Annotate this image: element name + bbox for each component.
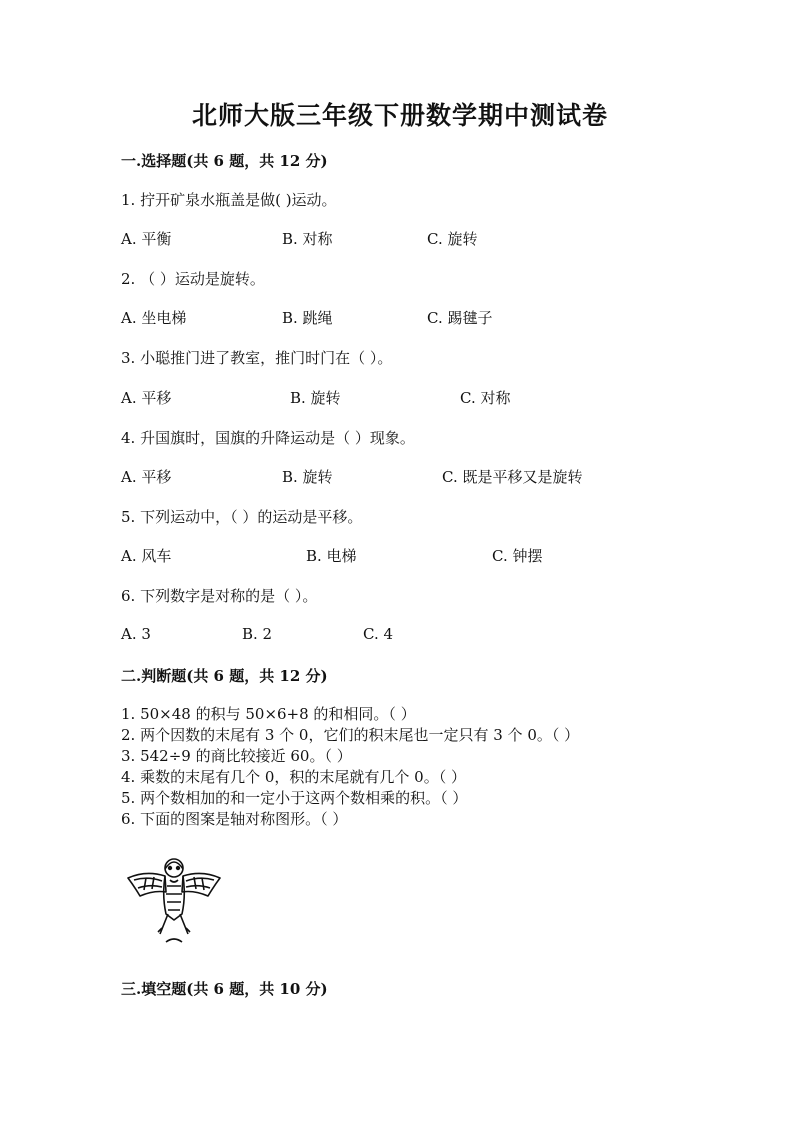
- option-c: C. 4: [363, 625, 394, 643]
- judgement-item: 4. 乘数的末尾有几个 0，积的末尾就有几个 0。（ ）: [121, 768, 466, 786]
- section-heading-choice: 一.选择题(共 6 题，共 12 分): [121, 152, 328, 170]
- option-a: A. 平衡: [121, 230, 172, 248]
- option-a: A. 平移: [121, 468, 172, 486]
- option-c: C. 既是平移又是旋转: [442, 468, 583, 486]
- page-title: 北师大版三年级下册数学期中测试卷: [191, 101, 608, 130]
- judgement-item: 1. 50×48 的积与 50×6+8 的和相同。（ ）: [121, 705, 416, 723]
- option-b: B. 跳绳: [282, 309, 333, 327]
- option-a: A. 风车: [121, 547, 172, 565]
- question-stem: 1. 拧开矿泉水瓶盖是做( )运动。: [121, 191, 337, 209]
- option-b: B. 2: [242, 625, 273, 643]
- option-b: B. 旋转: [282, 468, 333, 486]
- option-a: A. 平移: [121, 389, 172, 407]
- question-stem: 2. （ ）运动是旋转。: [121, 270, 265, 288]
- option-b: B. 旋转: [290, 389, 341, 407]
- question-stem: 6. 下列数字是对称的是（ ）。: [121, 587, 318, 605]
- option-a: A. 坐电梯: [121, 309, 187, 327]
- option-c: C. 对称: [460, 389, 511, 407]
- judgement-item: 6. 下面的图案是轴对称图形。（ ）: [121, 810, 348, 828]
- judgement-item: 5. 两个数相加的和一定小于这两个数相乘的积。（ ）: [121, 789, 468, 807]
- section-heading-judgement: 二.判断题(共 6 题，共 12 分): [121, 667, 328, 685]
- option-c: C. 踢毽子: [427, 309, 493, 327]
- judgement-item: 2. 两个因数的末尾有 3 个 0，它们的积末尾也一定只有 3 个 0。（ ）: [121, 726, 580, 744]
- section-heading-fill: 三.填空题(共 6 题，共 10 分): [121, 980, 328, 998]
- option-b: B. 对称: [282, 230, 333, 248]
- question-stem: 5. 下列运动中，（ ）的运动是平移。: [121, 508, 363, 526]
- option-a: A. 3: [121, 625, 151, 643]
- question-stem: 3. 小聪推门进了教室，推门时门在（ ）。: [121, 349, 393, 367]
- option-c: C. 旋转: [427, 230, 478, 248]
- question-stem: 4. 升国旗时，国旗的升降运动是（ ）现象。: [121, 429, 415, 447]
- option-b: B. 电梯: [306, 547, 357, 565]
- option-c: C. 钟摆: [492, 547, 543, 565]
- judgement-item: 3. 542÷9 的商比较接近 60。（ ）: [121, 747, 352, 765]
- kite-figure: [124, 856, 224, 946]
